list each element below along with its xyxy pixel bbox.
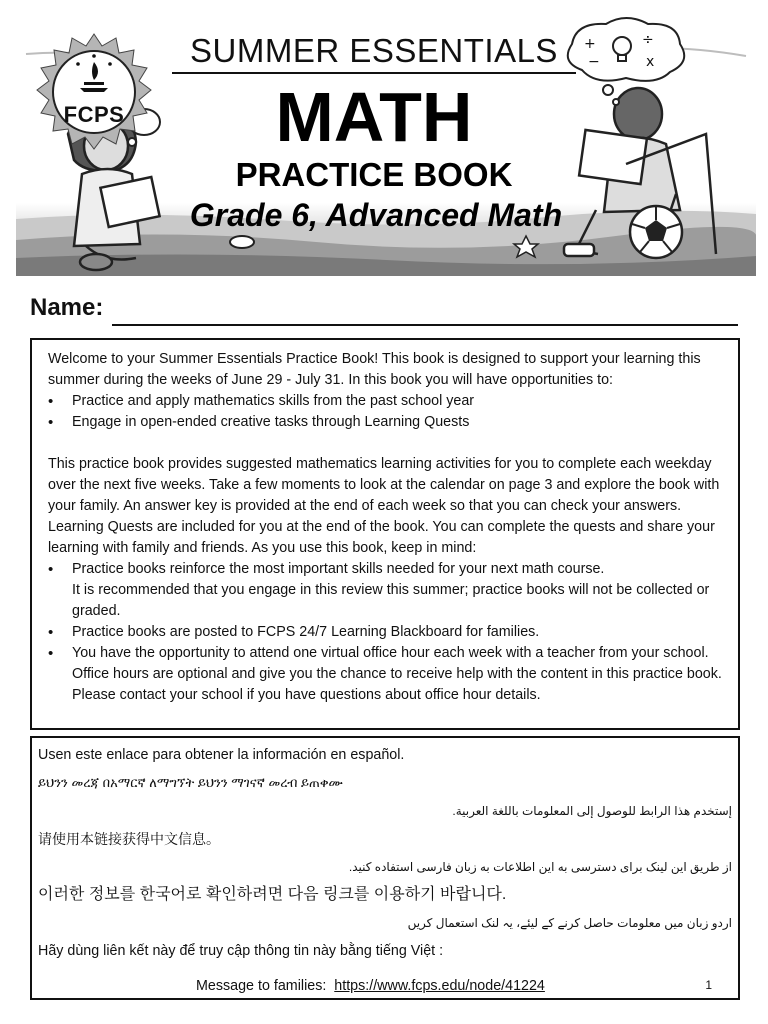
svg-text:−: − xyxy=(588,54,600,70)
cover-banner xyxy=(16,14,756,276)
book-title: PRACTICE BOOK xyxy=(235,156,513,193)
list-item: • Practice and apply mathematics skills from the past school year xyxy=(48,391,726,412)
welcome-intro: Welcome to your Summer Essentials Practice Book! This book is designed to support your learning this summer during the weeks of June 29 - July 31. In this book you will have opportunities to: xyxy=(48,351,701,388)
list-item-text: Practice books reinforce the most important skills needed for your next math course. xyxy=(72,561,605,577)
fcps-badge-text: FCPS xyxy=(63,102,125,127)
keep-in-mind-list xyxy=(48,559,726,706)
fcps-seal-icon xyxy=(34,32,154,152)
list-item: • You have the opportunity to attend one virtual office hour each week with a teacher from your school. Office hours are optional and give you the chance to receive help with the content in this practice book. Please contact your school if you have questions about office hour details. xyxy=(48,643,726,706)
soccer-ball-illustration xyxy=(630,206,682,258)
message-label: Message to families: xyxy=(196,978,327,994)
grade-title: Grade 6, Advanced Math xyxy=(189,197,563,233)
list-item: • Engage in open-ended creative tasks through Learning Quests xyxy=(48,412,726,433)
urdu-line: اردو زبان میں معلومات حاصل کرنے کے لیئے، یہ لنک استعمال کریں xyxy=(407,916,732,930)
svg-text:x: x xyxy=(646,54,655,70)
subject-title: MATH xyxy=(275,78,473,156)
list-item xyxy=(48,559,726,622)
name-label: Name: xyxy=(30,294,104,321)
page-number: 1 xyxy=(705,978,712,992)
svg-text:÷: ÷ xyxy=(642,32,654,48)
svg-text:+: + xyxy=(584,36,596,52)
welcome-body: This practice book provides suggested mathematics learning activities for you to complete each weekday over the next five weeks. Take a few moments to look at the calendar on page 3 and explore the book with your family. An answer key is provided at the end of each week so that you can check your answers. Learning Quests are included for you at the end of the book. You can complete the quests and share your learning with family and friends. As you use this book, keep in mind: xyxy=(48,456,720,556)
list-item-text: It is recommended that you engage in this review this summer; practice books will not be collected or graded. xyxy=(72,582,710,619)
korean-line: 이러한 정보를 한국어로 확인하려면 다음 링크를 이용하기 바랍니다. xyxy=(38,886,507,903)
welcome-box xyxy=(30,338,740,730)
arabic-line: إستخدم هذا الرابط للوصول إلى المعلومات باللغة العربية. xyxy=(452,804,732,818)
spanish-line: Usen este enlace para obtener la información en español. xyxy=(38,747,405,763)
families-link[interactable]: https://www.fcps.edu/node/41224 xyxy=(334,978,545,994)
series-title: SUMMER ESSENTIALS xyxy=(172,32,576,74)
vietnamese-line: Hãy dùng liên kết này để truy cập thông tin này bằng tiếng Việt : xyxy=(38,943,444,959)
list-item: • Practice books are posted to FCPS 24/7 Learning Blackboard for families. xyxy=(48,622,726,643)
name-write-line[interactable] xyxy=(112,324,738,326)
message-to-families xyxy=(196,978,545,994)
chinese-line: 请使用本链接获得中文信息。 xyxy=(38,831,220,847)
amharic-line: ይህንን መረጃ በአማርኛ ለማግኘት ይህንን ማገናኛ መረብ ይጠቀሙ xyxy=(38,775,343,790)
opportunities-list xyxy=(48,391,726,433)
language-links-box xyxy=(30,736,740,1000)
farsi-line: از طريق اين لينک برای دسترسی به اين اطلاعات به زبان فارسی استفاده کنيد. xyxy=(348,860,732,874)
